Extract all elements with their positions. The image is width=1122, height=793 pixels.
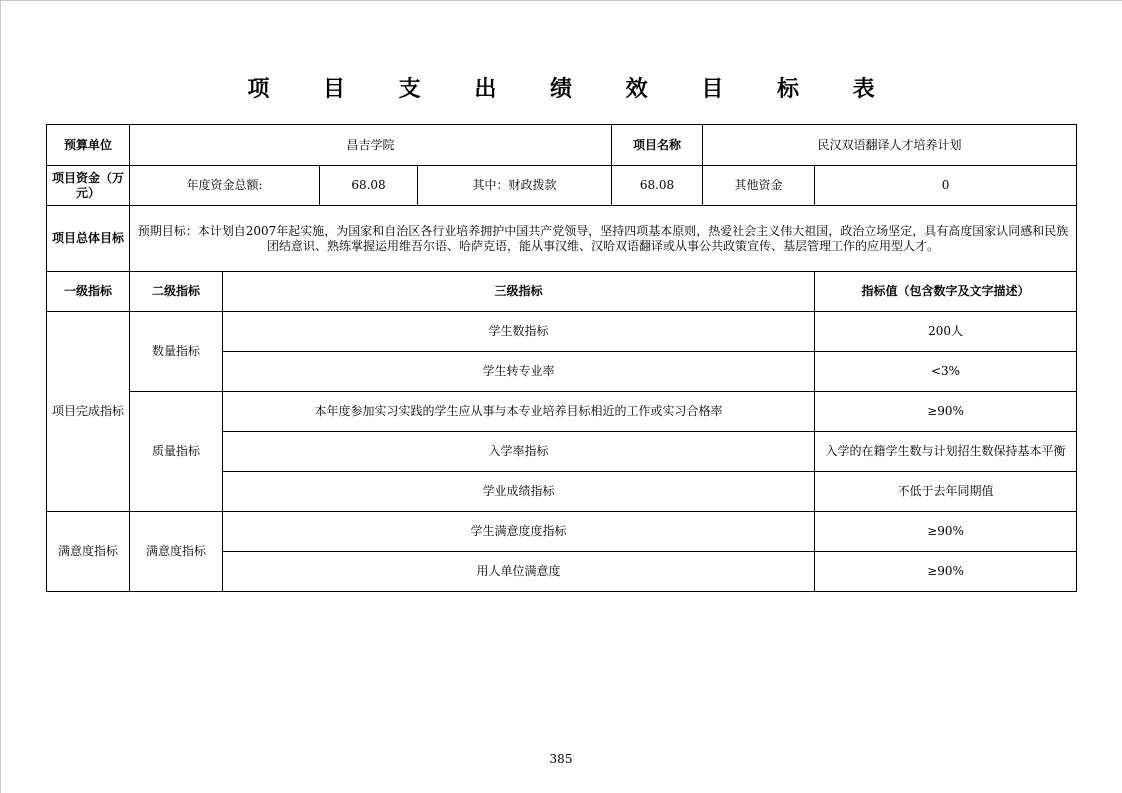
- indicator-value-cell: ≥90%: [815, 552, 1077, 592]
- budget-unit-row: [47, 125, 1077, 166]
- other-funding-value: 0: [815, 166, 1077, 206]
- table-row: [47, 312, 1077, 352]
- page-title: 项 目 支 出 绩 效 目 标 表: [247, 77, 898, 102]
- level3-cell: 学生数指标: [223, 312, 815, 352]
- overall-goal-row: [47, 206, 1077, 272]
- budget-unit-value: 昌吉学院: [130, 125, 612, 166]
- indicator-value-cell: <3%: [815, 352, 1077, 392]
- overall-goal-label: 项目总体目标: [47, 206, 130, 272]
- level1-header: 一级指标: [47, 272, 130, 312]
- level3-cell: 本年度参加实习实践的学生应从事与本专业培养目标相近的工作或实习合格率: [223, 392, 815, 432]
- indicator-value-cell: 不低于去年同期值: [815, 472, 1077, 512]
- level2-header: 二级指标: [130, 272, 223, 312]
- level3-cell: 学生转专业率: [223, 352, 815, 392]
- project-name-value: 民汉双语翻译人才培养计划: [703, 125, 1077, 166]
- overall-goal-text: 预期目标：本计划自2007年起实施，为国家和自治区各行业培养拥护中国共产党领导，坚持四项基本原则，热爱社会主义伟大祖国，政治立场坚定，具有高度国家认同感和民族团结意识、熟练掌握运用维吾尔语、哈萨克语，能从事汉维、汉哈双语翻译或从事公共政策宣传、基层管理工作的应用型人才。: [130, 206, 1077, 272]
- level2-cell: 质量指标: [130, 392, 223, 512]
- level1-cell: 满意度指标: [47, 512, 130, 592]
- funding-row: [47, 166, 1077, 206]
- level2-cell: 满意度指标: [130, 512, 223, 592]
- level3-cell: 入学率指标: [223, 432, 815, 472]
- fiscal-value: 68.08: [612, 166, 703, 206]
- table-row: [47, 512, 1077, 552]
- level3-cell: 学业成绩指标: [223, 472, 815, 512]
- level3-header: 三级指标: [223, 272, 815, 312]
- annual-total-value: 68.08: [320, 166, 418, 206]
- performance-table: [46, 124, 1077, 592]
- indicator-value-header: 指标值（包含数字及文字描述）: [815, 272, 1077, 312]
- indicator-value-cell: 入学的在籍学生数与计划招生数保持基本平衡: [815, 432, 1077, 472]
- indicator-value-cell: ≥90%: [815, 512, 1077, 552]
- indicator-value-cell: 200人: [815, 312, 1077, 352]
- budget-unit-label: 预算单位: [47, 125, 130, 166]
- fiscal-label: 其中：财政拨款: [418, 166, 612, 206]
- table-row: [47, 392, 1077, 432]
- level3-cell: 用人单位满意度: [223, 552, 815, 592]
- funding-label: 项目资金（万元）: [47, 166, 130, 206]
- project-name-label: 项目名称: [612, 125, 703, 166]
- indicator-value-cell: ≥90%: [815, 392, 1077, 432]
- indicator-header-row: [47, 272, 1077, 312]
- other-funding-label: 其他资金: [703, 166, 815, 206]
- level1-cell: 项目完成指标: [47, 312, 130, 512]
- page-number: 385: [549, 752, 573, 766]
- annual-total-label: 年度资金总额:: [130, 166, 320, 206]
- level2-cell: 数量指标: [130, 312, 223, 392]
- level3-cell: 学生满意度度指标: [223, 512, 815, 552]
